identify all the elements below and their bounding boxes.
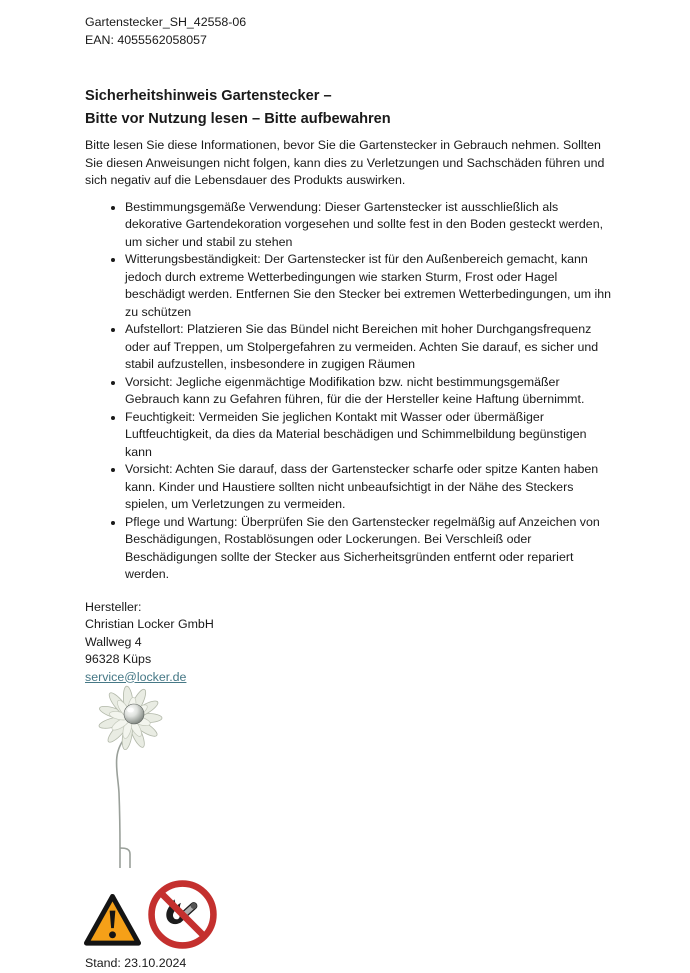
manufacturer-block xyxy=(85,599,612,687)
list-item: • Witterungsbeständigkeit: Der Gartenstecker ist für den Außenbereich gemacht, kann jedoch durch extreme Wetterbedingungen wie starken Sturm, Frost oder Hagel beschädigt werden. Entfernen Sie den Stecker bei extremen Wetterbedingungen, um ihn zu schützen xyxy=(125,251,612,321)
product-photo xyxy=(78,691,224,869)
garden-stake-flower-icon xyxy=(78,691,224,869)
manufacturer-email-link[interactable]: service@locker.de xyxy=(85,669,187,684)
page-title-line1: Sicherheitshinweis Gartenstecker – xyxy=(85,88,332,104)
intro-paragraph: Bitte lesen Sie diese Informationen, bevor Sie die Gartenstecker in Gebrauch nehmen. Sollten Sie diesen Anweisungen nicht folgen, kann dies zu Verletzungen und Sachschäden führen und sich negativ auf die Lebensdauer des Produkts auswirken. xyxy=(85,138,605,187)
list-item: • Vorsicht: Achten Sie darauf, dass der Gartenstecker scharfe oder spitze Kanten haben kann. Kinder und Haustiere sollten nicht unbeaufsichtigt in der Nähe des Steckers spielen, um Verletzungen zu vermeiden. xyxy=(125,461,612,514)
safety-instructions-list xyxy=(85,199,612,584)
document-header xyxy=(85,14,612,49)
ean-number: EAN: 4055562058057 xyxy=(85,32,207,47)
no-open-flame-icon xyxy=(147,879,218,950)
safety-icons-row xyxy=(83,879,612,950)
page-title xyxy=(85,85,612,131)
manufacturer-city: 96328 Küps xyxy=(85,652,152,666)
list-item: • Pflege und Wartung: Überprüfen Sie den Gartenstecker regelmäßig auf Anzeichen von Beschädigungen, Rostablösungen oder Lockerungen. Bei Verschleiß oder Beschädigungen sollte der Stecker aus Sicherheitsgründen entfernt oder repariert werden. xyxy=(125,514,612,584)
manufacturer-company: Christian Locker GmbH xyxy=(85,617,214,631)
list-item: • Vorsicht: Jegliche eigenmächtige Modifikation bzw. nicht bestimmungsgemäßer Gebrauch kann zu Gefahren führen, für die der Hersteller keine Haftung übernimmt. xyxy=(125,374,612,409)
revision-date: Stand: 23.10.2024 xyxy=(85,956,187,970)
warning-triangle-icon xyxy=(83,891,142,950)
list-item: • Aufstellort: Platzieren Sie das Bündel nicht Bereichen mit hoher Durchgangsfrequenz oder auf Treppen, um Stolpergefahren zu vermeiden. Achten Sie darauf, es sicher und stabil aufzustellen, insbesondere in zugigen Räumen xyxy=(125,321,612,374)
page-title-line2: Bitte vor Nutzung lesen – Bitte aufbewahren xyxy=(85,111,391,127)
list-item: • Feuchtigkeit: Vermeiden Sie jeglichen Kontakt mit Wasser oder übermäßiger Luftfeuchtigkeit, da dies da Material beschädigen und Schimmelbildung begünstigen kann xyxy=(125,409,612,462)
manufacturer-street: Wallweg 4 xyxy=(85,634,142,649)
list-item: • Bestimmungsgemäße Verwendung: Dieser Gartenstecker ist ausschließlich als dekorative Gartendekoration vorgesehen und sollte fest in den Boden gesteckt werden, um sicher und stabil zu stehen xyxy=(125,199,612,252)
manufacturer-label: Hersteller: xyxy=(85,599,142,614)
document-reference: Gartenstecker_SH_42558-06 xyxy=(85,15,247,29)
